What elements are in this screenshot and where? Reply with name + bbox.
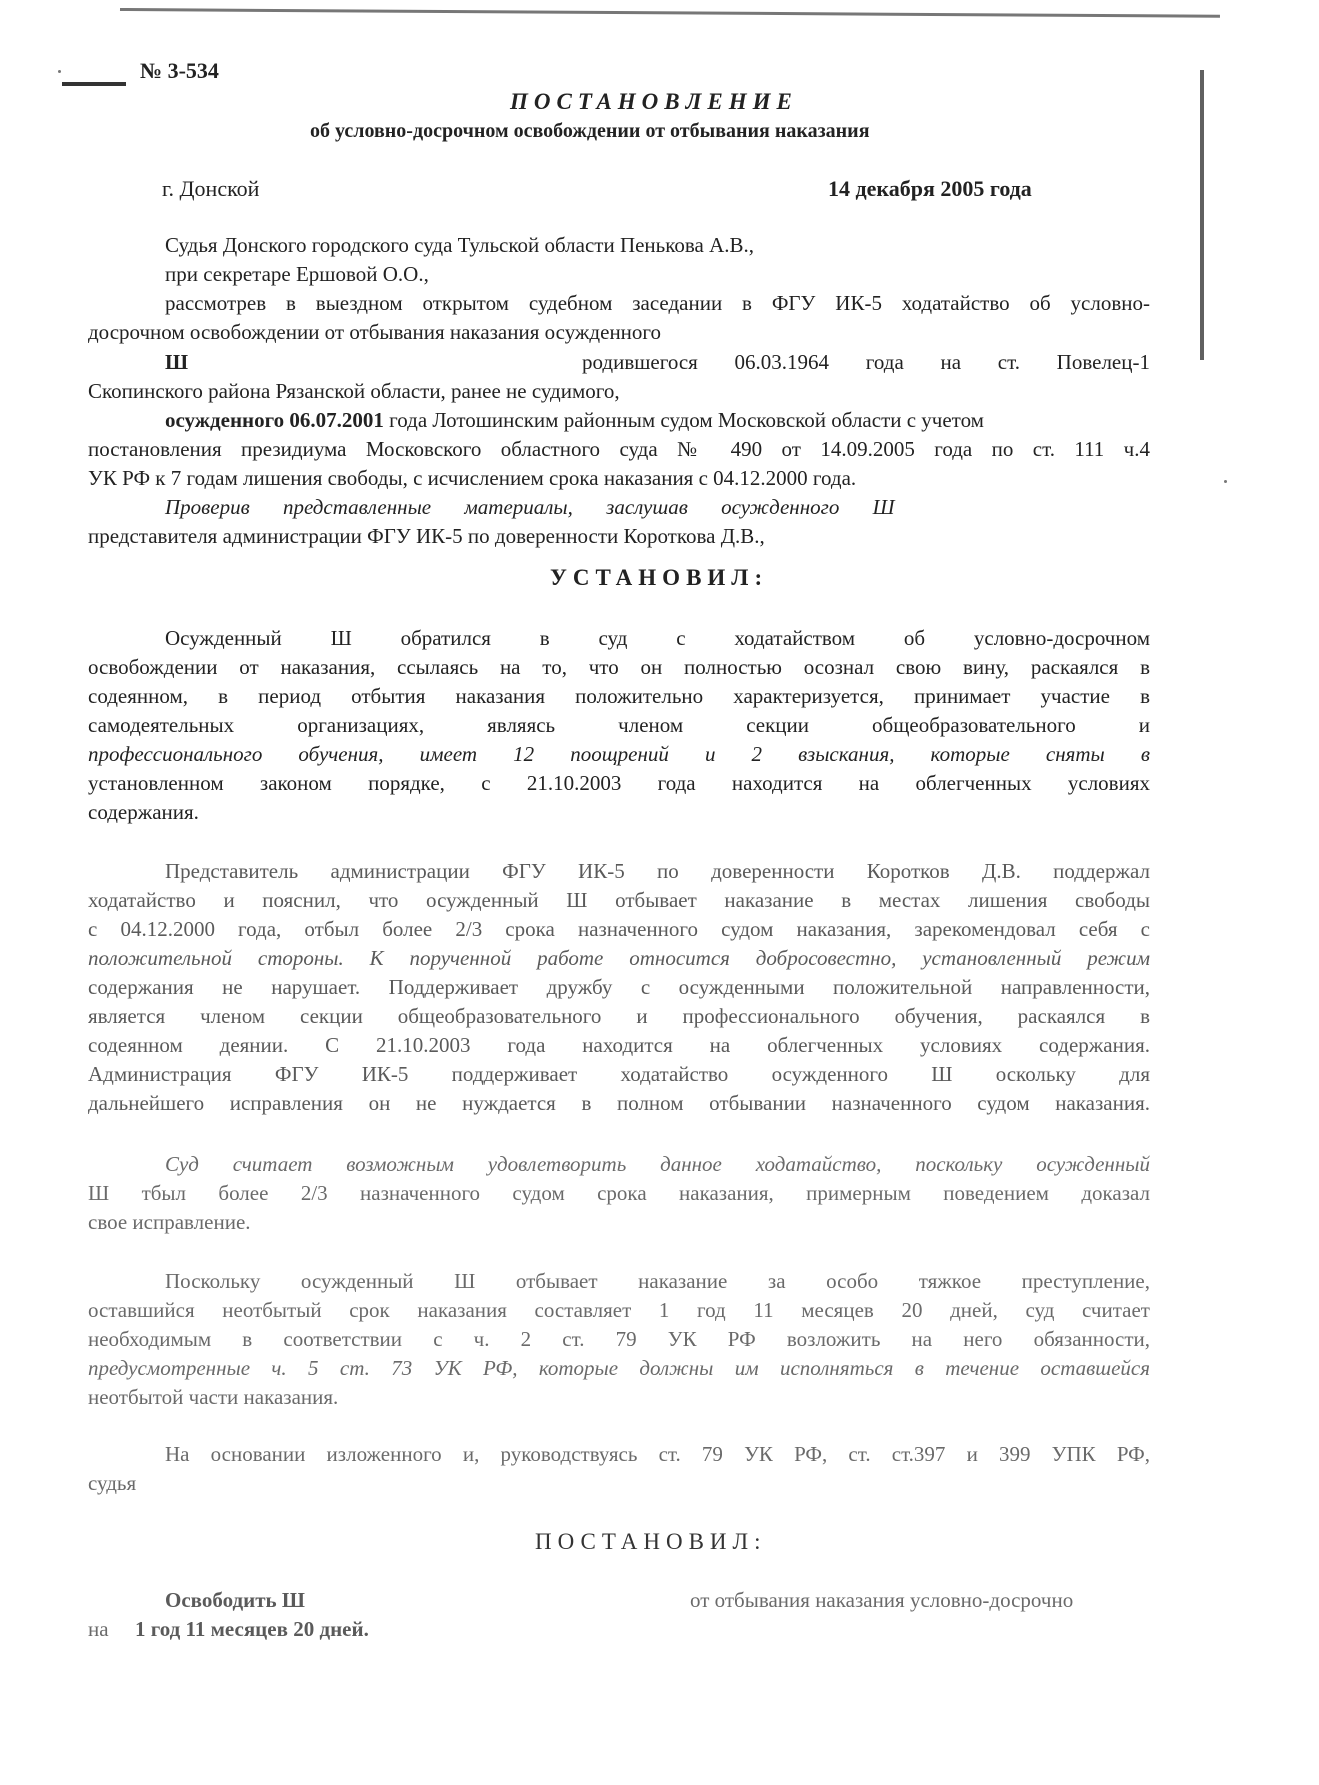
judge-line: Судья Донского городского суда Тульской области Пенькова А.В., — [165, 233, 755, 257]
paragraph-line: Суд считает возможным удовлетворить данное ходатайство, поскольку осужденный — [165, 1152, 1150, 1176]
paragraph-line: Осужденный Ш обратился в суд с ходатайством об условно-досрочном — [165, 626, 1150, 650]
paragraph-petition — [88, 624, 1150, 827]
conviction-court: года Лотошинским районным судом Московской области с учетом — [389, 408, 984, 432]
paragraph-court-opinion — [88, 1150, 1150, 1237]
paragraph-line: освобождении от наказания, ссылаясь на то, что он полностью осознал свою вину, раскаялся в — [88, 655, 1150, 679]
document-subtitle: об условно-досрочном освобождении от отбывания наказания — [310, 120, 870, 142]
paragraph-line: На основании изложенного и, руководствуясь ст. 79 УК РФ, ст. ст.397 и 399 УПК РФ, — [165, 1442, 1150, 1466]
paragraph-line: судья — [88, 1471, 137, 1495]
scan-speck — [1224, 480, 1227, 483]
conviction-label: осужденного 06.07.2001 — [165, 408, 384, 432]
scan-mark-left — [62, 82, 126, 86]
intro-text: рассмотрев в выездном открытом судебном заседании в ФГУ ИК-5 ходатайство об условно- — [165, 291, 1150, 315]
paragraph-line: необходимым в соответствии с ч. 2 ст. 79 УК РФ возложить на него обязанности, — [88, 1327, 1150, 1351]
paragraph-line: является членом секции общеобразовательного и профессионального обучения, раскаялся в — [88, 1004, 1150, 1028]
scan-edge-top — [120, 8, 1220, 18]
document-date: 14 декабря 2005 года — [828, 176, 1032, 201]
paragraph-line: Представитель администрации ФГУ ИК-5 по доверенности Коротков Д.В. поддержал — [165, 859, 1150, 883]
section-heading-established: УСТАНОВИЛ: — [550, 565, 769, 590]
paragraph-line: содеянном деянии. С 21.10.2003 года находится на облегченных условиях содержания. — [88, 1033, 1150, 1057]
paragraph-administration — [88, 857, 1150, 1118]
birth-place: Скопинского района Рязанской области, ранее не судимого, — [88, 379, 620, 403]
paragraph-line: установленном законом порядке, с 21.10.2003 года находится на облегченных условиях — [88, 771, 1150, 795]
paragraph-line: самодеятельных организациях, являясь членом секции общеобразовательного и — [88, 713, 1150, 737]
paragraph-line: предусмотренные ч. 5 ст. 73 УК РФ, которые должны им исполняться в течение оставшейся — [88, 1356, 1150, 1380]
section-heading-resolved: ПОСТАНОВИЛ: — [535, 1529, 767, 1554]
paragraph-line: ходатайство и пояснил, что осужденный Ш отбывает наказание в местах лишения свободы — [88, 888, 1150, 912]
paragraph-line: положительной стороны. К порученной работе относится добросовестно, установленный режим — [88, 946, 1150, 970]
paragraph-line: Поскольку осужденный Ш отбывает наказание за особо тяжкое преступление, — [165, 1269, 1150, 1293]
paragraph-line: дальнейшего исправления он не нуждается в полном отбывании назначенного судом наказания. — [88, 1091, 1150, 1115]
paragraph-line: содержания. — [88, 800, 199, 824]
paragraph-basis — [88, 1440, 1150, 1498]
paragraph-line: содержания не нарушает. Поддерживает дружбу с осужденными положительной направленности, — [88, 975, 1150, 999]
paragraph-line: содеянном, в период отбытия наказания положительно характеризуется, принимает участие в — [88, 684, 1150, 708]
paragraph-line: оставшийся неотбытый срок наказания составляет 1 год 11 месяцев 20 дней, суд считает — [88, 1298, 1150, 1322]
paragraph-obligations — [88, 1267, 1150, 1412]
release-term: 1 год 11 месяцев 20 дней. — [135, 1617, 369, 1641]
paragraph-line: профессионального обучения, имеет 12 поощрений и 2 взыскания, которые сняты в — [88, 742, 1150, 766]
city: г. Донской — [162, 176, 260, 201]
document-title: ПОСТАНОВЛЕНИЕ — [510, 89, 798, 114]
case-number: № 3-534 — [140, 58, 219, 83]
scan-edge-right — [1200, 70, 1204, 360]
intro-text: представителя администрации ФГУ ИК-5 по доверенности Короткова Д.В., — [88, 524, 765, 548]
intro-text: УК РФ к 7 годам лишения свободы, с исчислением срока наказания с 04.12.2000 года. — [88, 466, 857, 490]
paragraph-line: с 04.12.2000 года, отбыл более 2/3 срока назначенного судом наказания, зарекомендовал себя с — [88, 917, 1150, 941]
intro-text: досрочном освобождении от отбывания наказания осужденного — [88, 320, 662, 344]
release-line-start: Освободить Ш — [165, 1588, 305, 1612]
intro-text: постановления президиума Московского областного суда № 490 от 14.09.2005 года по ст. 111 ч.4 — [88, 437, 1150, 461]
paragraph-line: Ш тбыл более 2/3 назначенного судом срока наказания, примерным поведением доказал — [88, 1181, 1150, 1205]
birth-info: родившегося 06.03.1964 года на ст. Повелец-1 — [582, 350, 1150, 374]
convict-name-initial: Ш — [165, 350, 189, 374]
conviction-line — [165, 410, 1150, 431]
release-term-prefix: на — [88, 1617, 109, 1641]
secretary-line: при секретаре Ершовой О.О., — [165, 262, 429, 286]
paragraph-line: неотбытой части наказания. — [88, 1385, 339, 1409]
paragraph-line: свое исправление. — [88, 1210, 251, 1234]
release-line-end: от отбывания наказания условно-досрочно — [690, 1588, 1074, 1612]
scan-speck — [58, 70, 61, 73]
intro-text: Проверив представленные материалы, заслушав осужденного Ш — [165, 495, 895, 519]
paragraph-line: Администрация ФГУ ИК-5 поддерживает ходатайство осужденного Ш оскольку для — [88, 1062, 1150, 1086]
